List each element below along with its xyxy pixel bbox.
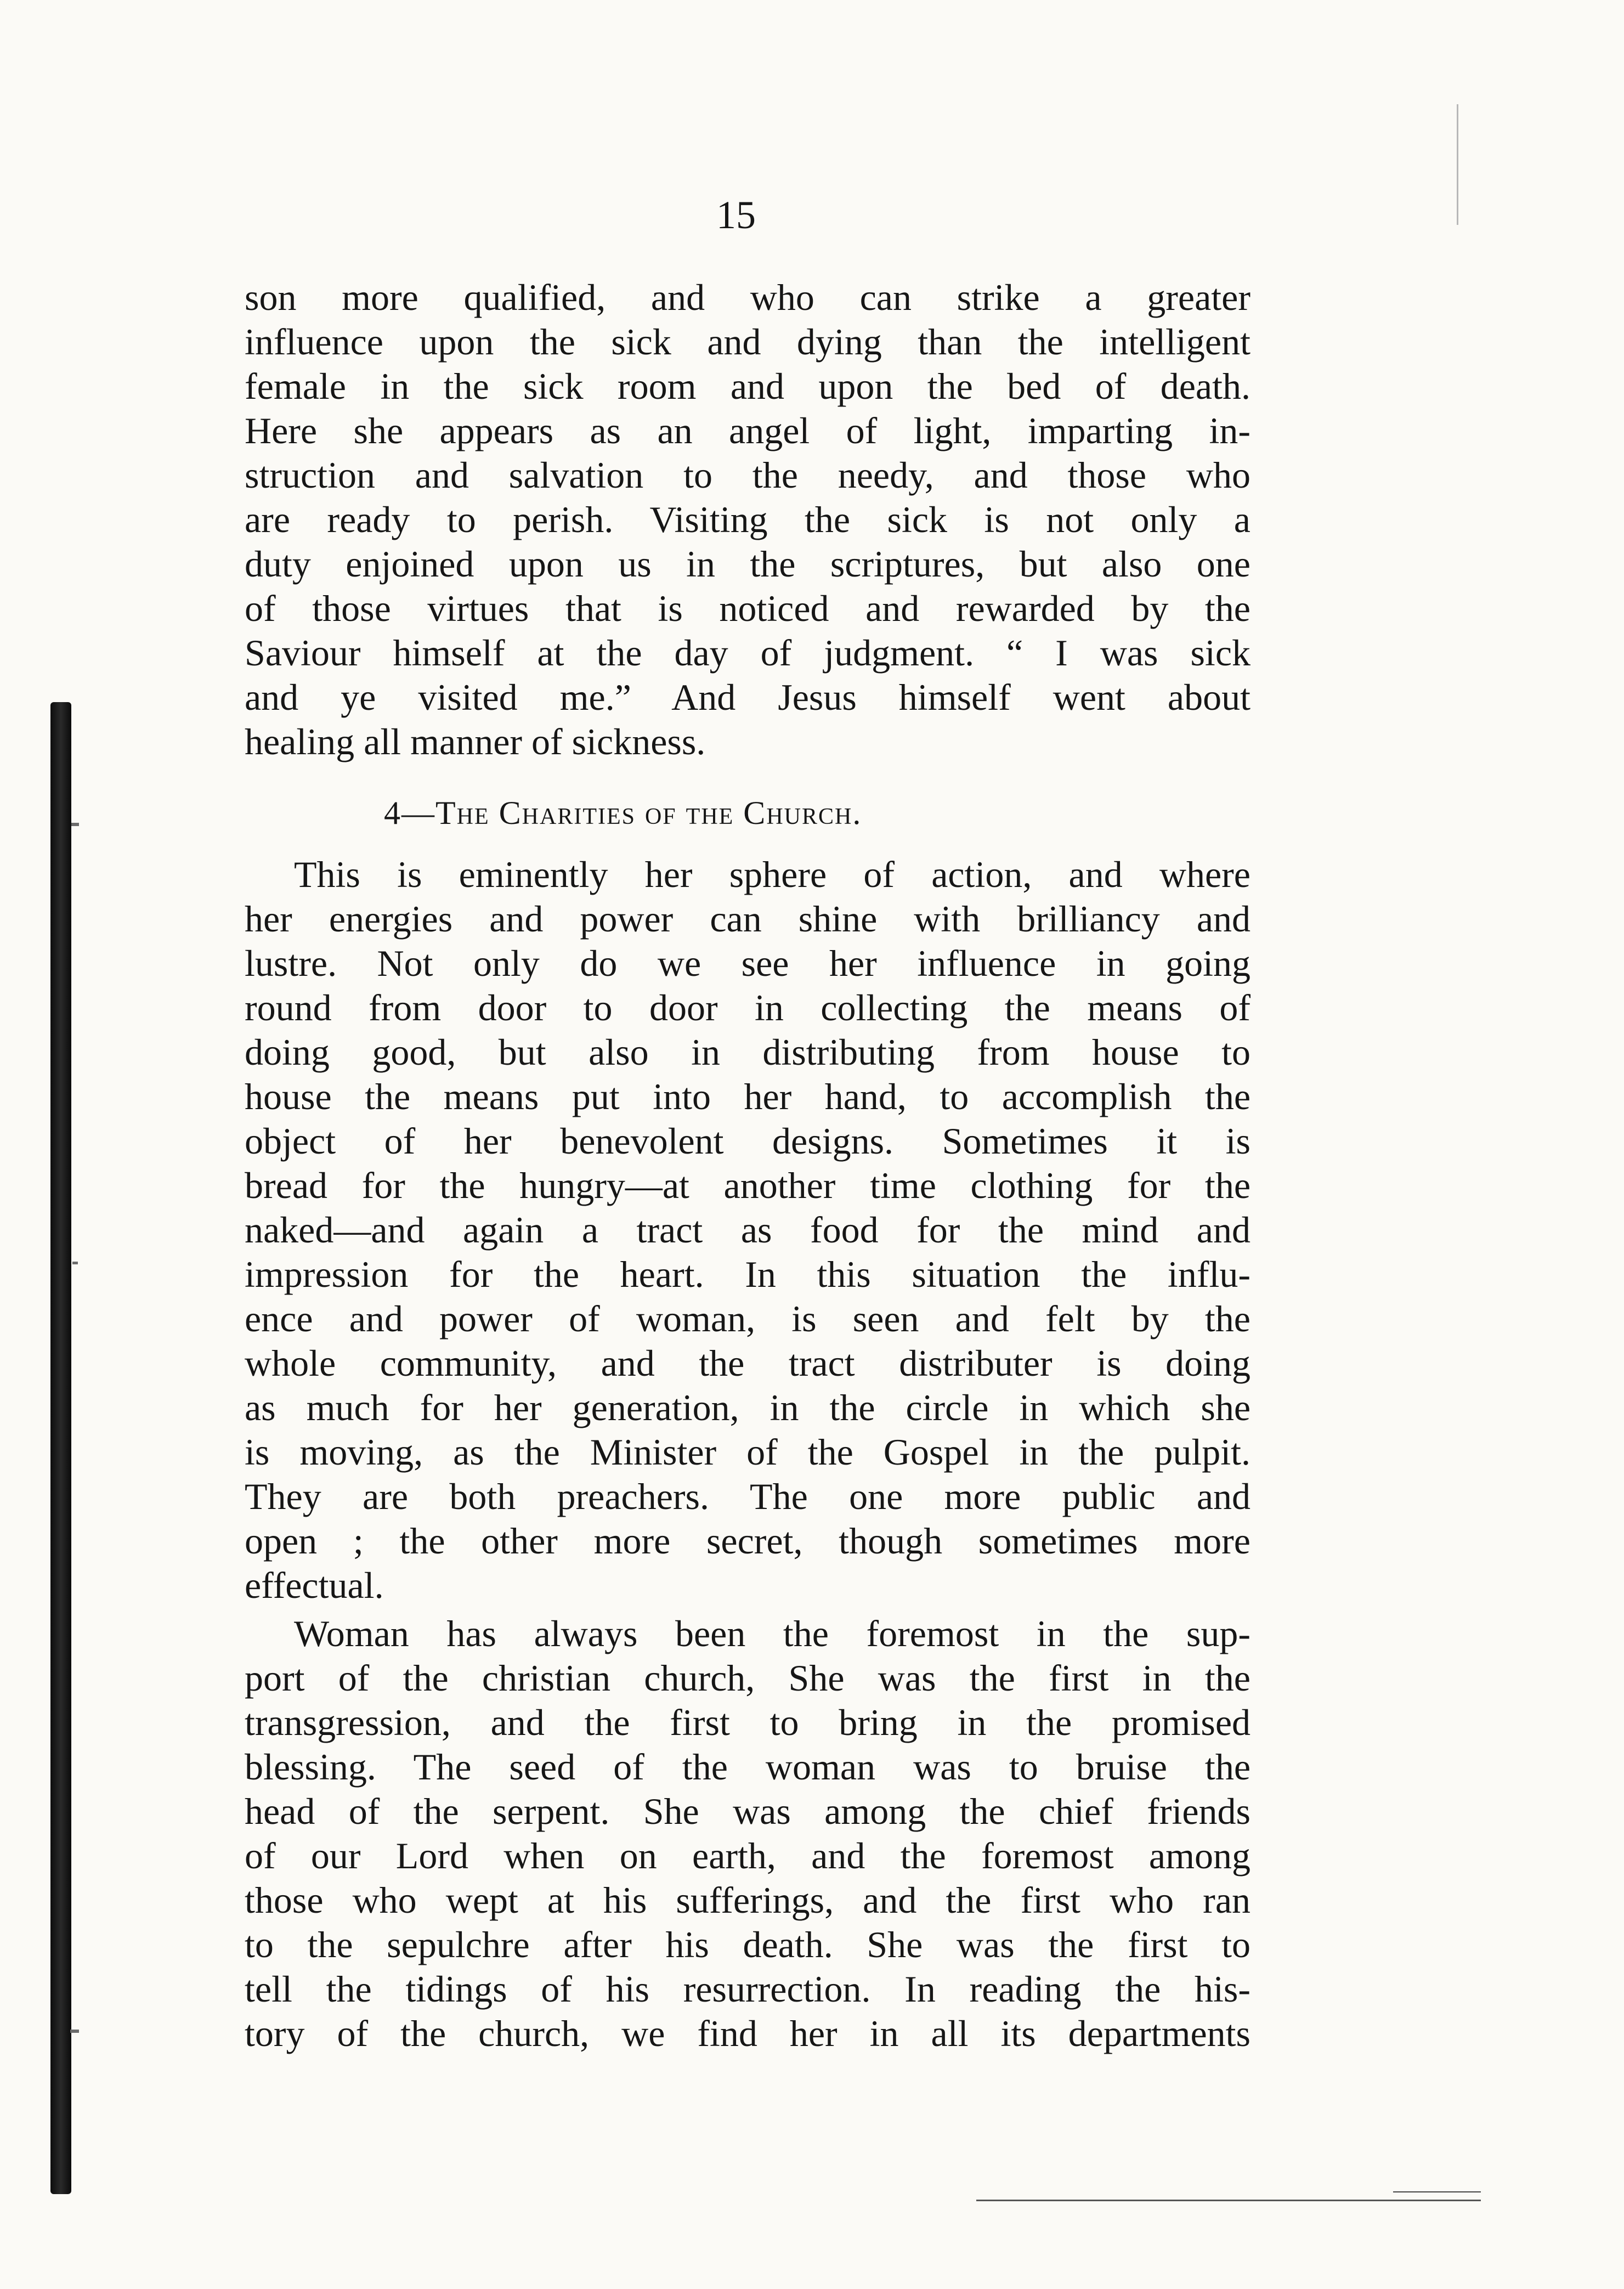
text-line: transgression, and the first to bring in the promised — [245, 1702, 1250, 1743]
binding-speck — [71, 823, 79, 826]
page-number: 15 — [716, 193, 756, 237]
text-line: of those virtues that is noticed and rewarded by the — [245, 587, 1250, 629]
text-line: duty enjoined upon us in the scriptures, but also one — [245, 543, 1250, 585]
text-line: ence and power of woman, is seen and felt by the — [245, 1298, 1250, 1340]
text-line: naked—and again a tract as food for the mind and — [245, 1209, 1250, 1251]
binding-speck — [72, 1262, 78, 1264]
paragraph-1 — [245, 275, 1250, 764]
text-line: They are both preachers. The one more public and — [245, 1476, 1250, 1517]
text-line: whole community, and the tract distributer is doing — [245, 1342, 1250, 1384]
text-line: object of her benevolent designs. Sometimes it is — [245, 1120, 1250, 1162]
text-line: tell the tidings of his resurrection. In reading the his- — [245, 1968, 1250, 2010]
text-line: Here she appears as an angel of light, imparting in- — [245, 410, 1250, 451]
scan-edge-mark — [1457, 104, 1458, 225]
text-line: son more qualified, and who can strike a greater — [245, 276, 1250, 318]
paragraph-2 — [245, 852, 1250, 1608]
text-line: tory of the church, we find her in all its departments — [245, 2013, 1250, 2054]
text-line: her energies and power can shine with brilliancy and — [245, 898, 1250, 940]
section-heading: 4—The Charities of the Church. — [384, 795, 862, 831]
bottom-edge-rule — [1393, 2191, 1481, 2192]
text-line: port of the christian church, She was the first in the — [245, 1657, 1250, 1699]
text-line: Saviour himself at the day of judgment. “ I was sick — [245, 632, 1250, 674]
text-line: those who wept at his sufferings, and the first who ran — [245, 1879, 1250, 1921]
binding-speck — [70, 2030, 79, 2033]
text-line: female in the sick room and upon the bed of death. — [245, 365, 1250, 407]
text-line: to the sepulchre after his death. She was the first to — [245, 1924, 1250, 1965]
text-line: bread for the hungry—at another time clothing for the — [245, 1165, 1250, 1206]
text-line: impression for the heart. In this situation the influ- — [245, 1253, 1250, 1295]
text-line: is moving, as the Minister of the Gospel in the pulpit. — [245, 1431, 1250, 1473]
text-line: as much for her generation, in the circle in which she — [245, 1387, 1250, 1428]
text-line: doing good, but also in distributing from house to — [245, 1031, 1250, 1073]
text-line: of our Lord when on earth, and the foremost among — [245, 1835, 1250, 1877]
text-line: head of the serpent. She was among the chief friends — [245, 1790, 1250, 1832]
text-line: effectual. — [245, 1564, 384, 1606]
text-line: are ready to perish. Visiting the sick is not only a — [245, 499, 1250, 540]
bottom-edge-rule — [976, 2200, 1481, 2201]
text-line: Woman has always been the foremost in the sup- — [294, 1613, 1250, 1654]
text-line: round from door to door in collecting the means of — [245, 987, 1250, 1028]
text-line: house the means put into her hand, to accomplish the — [245, 1076, 1250, 1117]
text-line: and ye visited me.” And Jesus himself went about — [245, 676, 1250, 718]
text-line: This is eminently her sphere of action, and where — [294, 854, 1250, 895]
text-line: influence upon the sick and dying than the intelligent — [245, 321, 1250, 363]
text-line: healing all manner of sickness. — [245, 721, 706, 762]
binding-edge — [50, 702, 71, 2194]
text-line: struction and salvation to the needy, and those who — [245, 454, 1250, 496]
paragraph-3 — [245, 1612, 1250, 2056]
text-line: open ; the other more secret, though sometimes more — [245, 1520, 1250, 1562]
text-line: blessing. The seed of the woman was to bruise the — [245, 1746, 1250, 1788]
text-line: lustre. Not only do we see her influence in going — [245, 942, 1250, 984]
